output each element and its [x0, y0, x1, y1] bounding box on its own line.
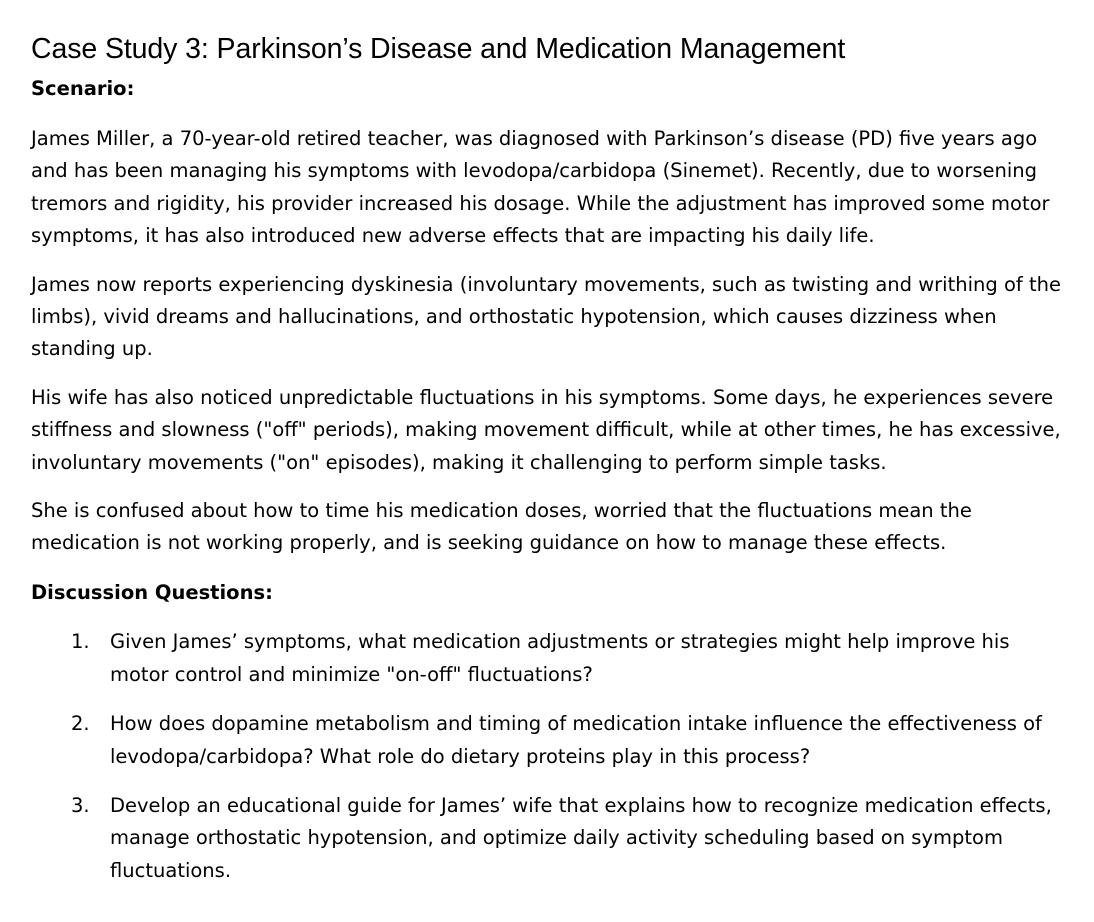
- question-number: 2.: [71, 712, 90, 736]
- question-number: 1.: [71, 630, 90, 654]
- scenario-paragraph-2: James now reports experiencing dyskinesia (involuntary movements, such as twisting and writhing of the limbs), vivid dreams and hallucinations, and orthostatic hypotension, which causes dizziness when standing up.: [31, 272, 1061, 361]
- discussion-question-2: [31, 708, 1071, 773]
- discussion-questions-heading: Discussion Questions:: [31, 580, 273, 604]
- question-number: 3.: [71, 793, 90, 817]
- scenario-paragraph-1: James Miller, a 70-year-old retired teacher, was diagnosed with Parkinson’s disease (PD) five years ago and has been managing his symptoms with levodopa/carbidopa (Sinemet). Recently, due to worsening tremors and rigidity, his provider increased his dosage. While the adjustment has improved some motor symptoms, it has also introduced new adverse effects that are impacting his daily life.: [31, 127, 1050, 248]
- scenario-heading: Scenario:: [31, 77, 135, 100]
- document-page: [31, 30, 1071, 904]
- discussion-question-list: [31, 626, 1071, 887]
- document-title: Case Study 3: Parkinson’s Disease and Medication Management: [31, 33, 846, 65]
- discussion-question-3: [31, 790, 1071, 887]
- scenario-paragraph-4: She is confused about how to time his medication doses, worried that the fluctuations mean the medication is not working properly, and is seeking guidance on how to manage these effects.: [31, 499, 972, 555]
- question-text: Given James’ symptoms, what medication adjustments or strategies might help improve his motor control and minimize "on-off" fluctuations?: [110, 630, 1010, 686]
- question-text: How does dopamine metabolism and timing of medication intake influence the effectiveness of levodopa/carbidopa? What role do dietary proteins play in this process?: [110, 712, 1042, 768]
- discussion-question-1: [31, 626, 1071, 691]
- scenario-paragraph-3: His wife has also noticed unpredictable fluctuations in his symptoms. Some days, he experiences severe stiffness and slowness ("off" periods), making movement difficult, while at other times, he has excessive, involuntary movements ("on" episodes), making it challenging to perform simple tasks.: [31, 385, 1061, 474]
- question-text: Develop an educational guide for James’ wife that explains how to recognize medication effects, manage orthostatic hypotension, and optimize daily activity scheduling based on symptom fluctuations.: [110, 793, 1052, 882]
